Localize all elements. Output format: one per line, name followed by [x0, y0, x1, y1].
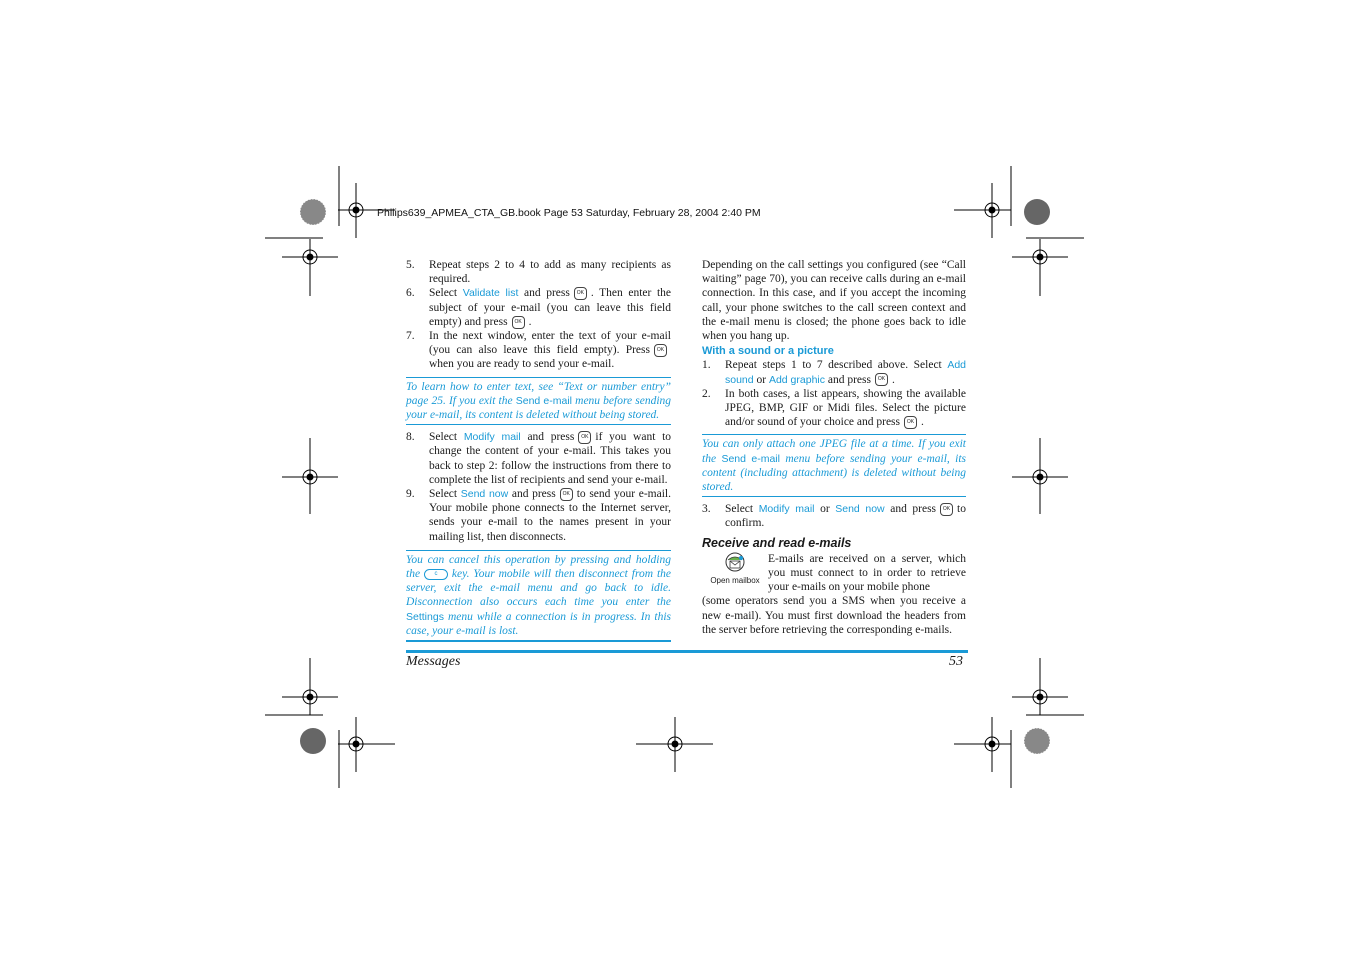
page-number: 53	[949, 654, 963, 669]
section-heading: Receive and read e-mails	[702, 535, 852, 550]
step-number: 8.	[406, 431, 415, 444]
list-item	[406, 329, 671, 372]
step-number: 6.	[406, 287, 415, 300]
running-header: Philips639_APMEA_CTA_GB.book Page 53 Saturday, February 28, 2004 2:40 PM	[377, 207, 761, 219]
ok-key-icon: OK	[560, 488, 573, 501]
text: when you are ready to send your e-mail.	[429, 358, 615, 371]
step-number: 3.	[702, 503, 711, 516]
text: Select	[725, 503, 754, 516]
menu-send-email: Send e-mail	[515, 394, 573, 407]
text: You can only attach one JPEG file at a time. If you exit the	[702, 438, 966, 465]
text: Select	[429, 287, 458, 300]
menu-add-graphic: Add graphic	[768, 373, 825, 386]
step-number: 2.	[702, 387, 711, 400]
ok-key-icon: OK	[512, 316, 525, 329]
ok-key-icon: OK	[578, 431, 591, 444]
text: if you want to change the content of your e-mail. This takes you back to step 2: follow the instructions from there to complete the list of recipients and send your e-mail.	[429, 431, 672, 486]
ok-key-icon: OK	[875, 373, 888, 386]
paragraph: E-mails are received on a server, which you must connect to in order to retrieve your e-mails on your mobile phone	[768, 552, 966, 594]
note-box	[702, 434, 966, 497]
text: Repeat steps 1 to 7 described above. Select	[725, 359, 942, 372]
step-text: Repeat steps 2 to 4 to add as many recipients as required.	[429, 259, 671, 286]
step-text	[429, 430, 671, 487]
text: In both cases, a list appears, showing the available JPEG, BMP, GIF or Midi files. Select the picture and/or sound of your choice and press	[725, 387, 966, 429]
step-number: 9.	[406, 488, 415, 501]
footer-rule	[406, 650, 968, 653]
mailbox-section	[702, 552, 966, 637]
ok-key-icon: OK	[904, 416, 917, 429]
step-number: 5.	[406, 259, 415, 271]
text: You can cancel this operation by pressing and holding the	[406, 553, 671, 581]
ok-key-icon: OK	[940, 503, 953, 516]
text: Select	[429, 431, 458, 444]
step-text	[725, 502, 966, 530]
ok-key-icon: OK	[654, 344, 667, 357]
c-key-icon: c	[424, 569, 448, 580]
list-item	[406, 258, 671, 286]
step-text	[429, 329, 671, 372]
menu-settings: Settings	[406, 610, 444, 623]
left-column	[406, 258, 671, 642]
ok-key-icon: OK	[574, 287, 587, 300]
text: .	[892, 373, 895, 386]
list-item	[702, 387, 966, 430]
text: to confirm.	[725, 503, 966, 530]
menu-validate-list: Validate list	[462, 287, 519, 300]
step-text	[725, 358, 966, 386]
icon-caption: Open mailbox	[710, 576, 760, 586]
menu-modify-mail: Modify mail	[758, 503, 815, 516]
mailbox-icon	[722, 552, 748, 572]
text: or	[756, 373, 767, 386]
text: and press	[827, 373, 871, 386]
text: To learn how to enter text, see “Text or number entry” page 25. If you exit the	[406, 380, 671, 407]
menu-modify-mail: Modify mail	[463, 431, 521, 444]
menu-send-now: Send now	[835, 503, 885, 516]
note-box	[406, 550, 671, 642]
list-item	[406, 286, 671, 329]
subheading: With a sound or a picture	[702, 345, 834, 358]
text: .	[528, 315, 532, 328]
right-column	[702, 258, 966, 637]
step-text	[725, 387, 966, 430]
text: menu before sending your e-mail, its content is deleted without being stored.	[406, 394, 672, 422]
step-number: 1.	[702, 359, 711, 372]
paragraph: (some operators send you a SMS when you receive a new e-mail). You must first download the headers from the server before retrieving the corresponding e-mails.	[702, 595, 966, 636]
text: In the next window, enter the text of your e-mail (you can also leave this field empty). Press	[429, 330, 671, 357]
text: and press	[511, 488, 556, 501]
text: menu before sending your e-mail, its content (including attachment) is deleted without being stored.	[702, 452, 967, 494]
text: menu while a connection is in progress. In this case, your e-mail is lost.	[406, 610, 671, 637]
list-item	[702, 502, 966, 530]
list-item	[702, 358, 966, 386]
menu-send-now: Send now	[460, 488, 509, 501]
text: .	[921, 416, 924, 429]
text: or	[820, 503, 830, 516]
step-text	[429, 286, 671, 329]
text: Select	[429, 488, 458, 501]
note-box	[406, 377, 671, 426]
list-item	[406, 430, 671, 487]
list-item	[406, 487, 671, 544]
footer-chapter-title: Messages	[406, 654, 461, 669]
text: key. Your mobile will then disconnect from the server, exit the e-mail menu and go back to idle. Disconnection also occurs each time you enter the	[406, 568, 672, 609]
step-text	[429, 487, 671, 544]
menu-send-email: Send e-mail	[721, 452, 780, 465]
step-number: 7.	[406, 330, 415, 343]
text: and press	[890, 503, 937, 516]
menu-add-sound: Add sound	[725, 359, 967, 386]
text: to send your e-mail. Your mobile phone connects to the Internet server, sends your e-mail to the names present in your mailing list, then disconnects.	[429, 488, 671, 543]
text: and press	[523, 287, 570, 300]
open-mailbox-figure	[702, 552, 768, 586]
text: . Then enter the subject of your e-mail (you can leave this field empty) and press	[429, 287, 671, 328]
text: and press	[527, 431, 575, 444]
paragraph: Depending on the call settings you configured (see “Call waiting” page 70), you can receive calls during an e-mail connection. In this case, and if you accept the incoming call, your phone switches to the call screen context and the e-mail menu is closed; the phone goes back to idle when you hang up.	[702, 259, 966, 343]
